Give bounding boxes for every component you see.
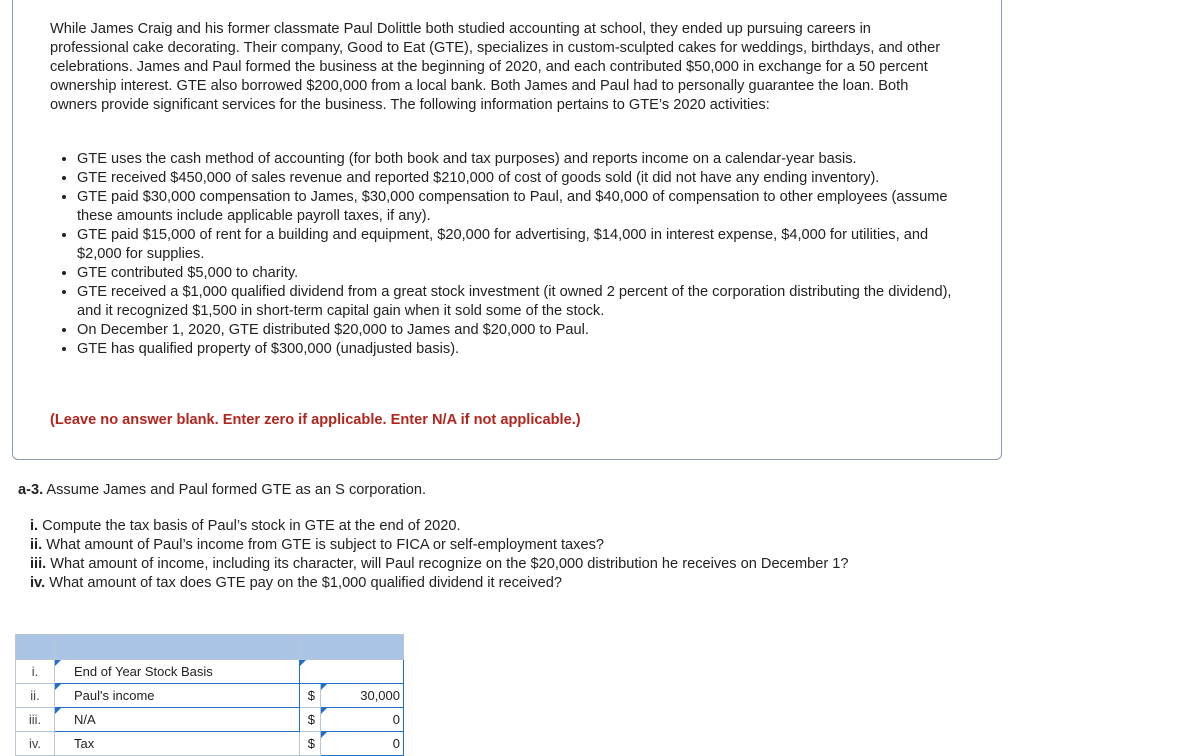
currency-symbol — [300, 708, 321, 732]
label-dropdown[interactable]: N/A — [55, 708, 300, 732]
list-item: • GTE paid $15,000 of rent for a building and equipment, $20,000 for advertising, $14,000 in interest expense, $4,000 for utilities, and $2,000 for supplies. — [77, 226, 957, 264]
problem-intro: While James Craig and his former classmate Paul Dolittle both studied accounting at school, they ended up pursuing careers in professional cake decorating. Their company, Good to Eat (GTE), specializes in custom-sculpted cakes for weddings, birthdays, and other celebrations. James and Paul formed the business at the beginning of 2020, and each contributed $50,000 in exchange for a 50 percent ownership interest. GTE also borrowed $200,000 from a local bank. Both James and Paul had to personally guarantee the loan. Both owners provide significant services for the business. The following information pertains to GTE’s 2020 activities: — [50, 21, 941, 113]
row-number: i. — [16, 660, 55, 684]
basis-input[interactable] — [300, 660, 404, 684]
currency-symbol: $ — [307, 688, 315, 703]
question-item — [30, 517, 1030, 536]
question-number: ii. — [30, 537, 43, 553]
list-item: • GTE received a $1,000 qualified dividend from a great stock investment (it owned 2 percent of the corporation distributing the dividend), and it recognized $1,500 in short-term capital gain when it sold some of the stock. — [77, 283, 957, 321]
question-number: iii. — [30, 556, 47, 572]
table-row — [16, 684, 404, 708]
header-cell — [55, 635, 300, 660]
list-item: • GTE has qualified property of $300,000 (unadjusted basis). — [77, 340, 957, 359]
label-dropdown[interactable]: Paul's income — [55, 684, 300, 708]
currency-symbol — [300, 684, 321, 708]
list-item: • GTE contributed $5,000 to charity. — [77, 264, 957, 283]
question-item — [30, 536, 1030, 555]
question-item — [30, 574, 1030, 593]
list-item: • GTE paid $30,000 compensation to James, $30,000 compensation to Paul, and $40,000 of compensation to other employees (assume these amounts include applicable payroll taxes, if any). — [77, 188, 957, 226]
label-dropdown[interactable]: End of Year Stock Basis — [55, 660, 300, 684]
currency-symbol: $ — [307, 712, 315, 727]
table-row — [16, 708, 404, 732]
question-text: What amount of tax does GTE pay on the $1,000 qualified dividend it received? — [49, 575, 562, 591]
row-number: ii. — [16, 684, 55, 708]
row-number: iii. — [16, 708, 55, 732]
question-text: What amount of income, including its character, will Paul recognize on the $20,000 distribution he receives on December 1? — [50, 556, 849, 572]
part-label: a-3. — [18, 482, 44, 498]
list-item: • GTE received $450,000 of sales revenue and reported $210,000 of cost of goods sold (it did not have any ending inventory). — [77, 169, 957, 188]
amount-input[interactable]: 0 — [321, 708, 404, 732]
table-row — [16, 660, 404, 684]
table-row — [16, 732, 404, 756]
list-item: • On December 1, 2020, GTE distributed $20,000 to James and $20,000 to Paul. — [77, 321, 957, 340]
question-text: Compute the tax basis of Paul’s stock in GTE at the end of 2020. — [42, 518, 461, 534]
amount-input[interactable]: 30,000 — [321, 684, 404, 708]
question-item — [30, 555, 1030, 574]
answer-table — [15, 634, 404, 756]
question-number: i. — [30, 518, 39, 534]
question-list — [30, 517, 1030, 593]
list-item: • GTE uses the cash method of accounting (for both book and tax purposes) and reports income on a calendar-year basis. — [77, 150, 957, 169]
header-cell — [300, 635, 404, 660]
question-number: iv. — [30, 575, 46, 591]
row-number: iv. — [16, 732, 55, 756]
currency-symbol — [300, 732, 321, 756]
part-text: Assume James and Paul formed GTE as an S corporation. — [46, 482, 427, 498]
answer-instruction: (Leave no answer blank. Enter zero if applicable. Enter N/A if not applicable.) — [50, 412, 581, 428]
facts-list — [55, 150, 957, 359]
question-text: What amount of Paul’s income from GTE is subject to FICA or self-employment taxes? — [46, 537, 604, 553]
amount-input[interactable]: 0 — [321, 732, 404, 756]
currency-symbol: $ — [307, 736, 315, 751]
table-header-row — [16, 635, 404, 660]
part-heading — [18, 482, 426, 498]
row-label: Tax — [55, 732, 300, 756]
header-cell — [16, 635, 55, 660]
